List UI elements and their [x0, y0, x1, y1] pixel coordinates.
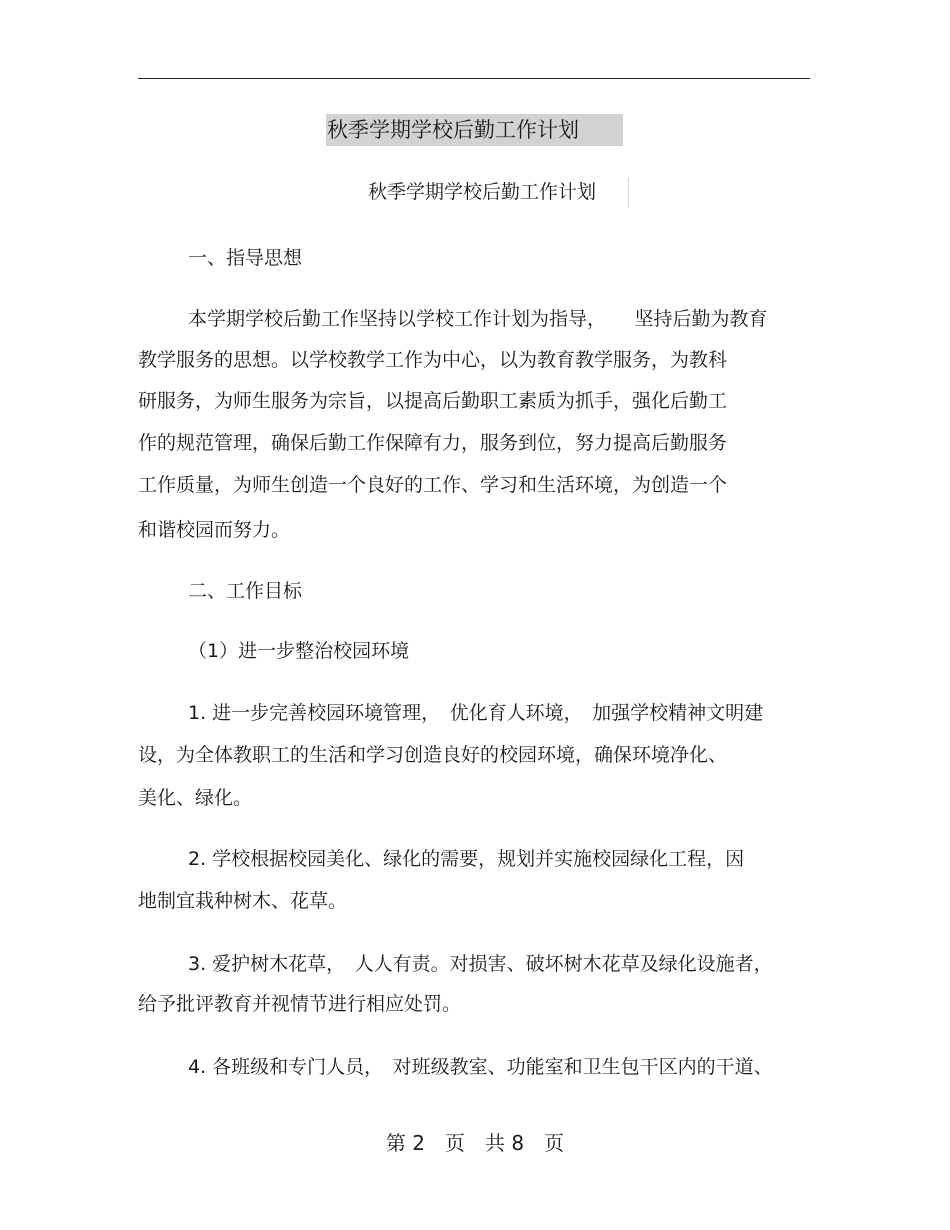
list-item-line: 美化、绿化。	[138, 787, 253, 809]
header-rule	[138, 78, 810, 79]
paragraph-line: 教学服务的思想。以学校教学工作为中心，以为教育教学服务，为教科	[138, 349, 728, 371]
list-item-line: 3. 爱护树木花草， 人人有责。对损害、破坏树木花草及绿化设施者，	[188, 953, 773, 975]
subsection-heading: （1）进一步整治校园环境	[188, 640, 410, 662]
list-item-line: 设，为全体教职工的生活和学习创造良好的校园环境，确保环境净化、	[138, 744, 728, 766]
list-item-line: 地制宜栽种树木、花草。	[138, 890, 348, 912]
section-heading-guiding-thought: 一、指导思想	[188, 247, 303, 269]
list-item-line: 4. 各班级和专门人员， 对班级教室、功能室和卫生包干区内的干道、	[188, 1056, 773, 1078]
paragraph-line: 本学期学校后勤工作坚持以学校工作计划为指导， 坚持后勤为教育	[188, 308, 768, 330]
paragraph-line: 研服务，为师生服务为宗旨，以提高后勤职工素质为抓手，强化后勤工	[138, 390, 728, 412]
document-title: 秋季学期学校后勤工作计划	[326, 114, 623, 146]
list-item-line: 1. 进一步完善校园环境管理， 优化育人环境， 加强学校精神文明建	[188, 702, 764, 724]
paragraph-line: 作的规范管理，确保后勤工作保障有力，服务到位，努力提高后勤服务	[138, 432, 728, 454]
document-subtitle: 秋季学期学校后勤工作计划	[368, 178, 629, 208]
paragraph-line: 工作质量，为师生创造一个良好的工作、学习和生活环境，为创造一个	[138, 474, 728, 496]
page-number: 第 2 页 共 8 页	[385, 1131, 565, 1155]
section-heading-work-goals: 二、工作目标	[188, 580, 303, 602]
list-item-line: 给予批评教育并视情节进行相应处罚。	[138, 993, 462, 1015]
paragraph-line: 和谐校园而努力。	[138, 519, 291, 541]
list-item-line: 2. 学校根据校园美化、绿化的需要，规划并实施校园绿化工程，因	[188, 848, 745, 870]
